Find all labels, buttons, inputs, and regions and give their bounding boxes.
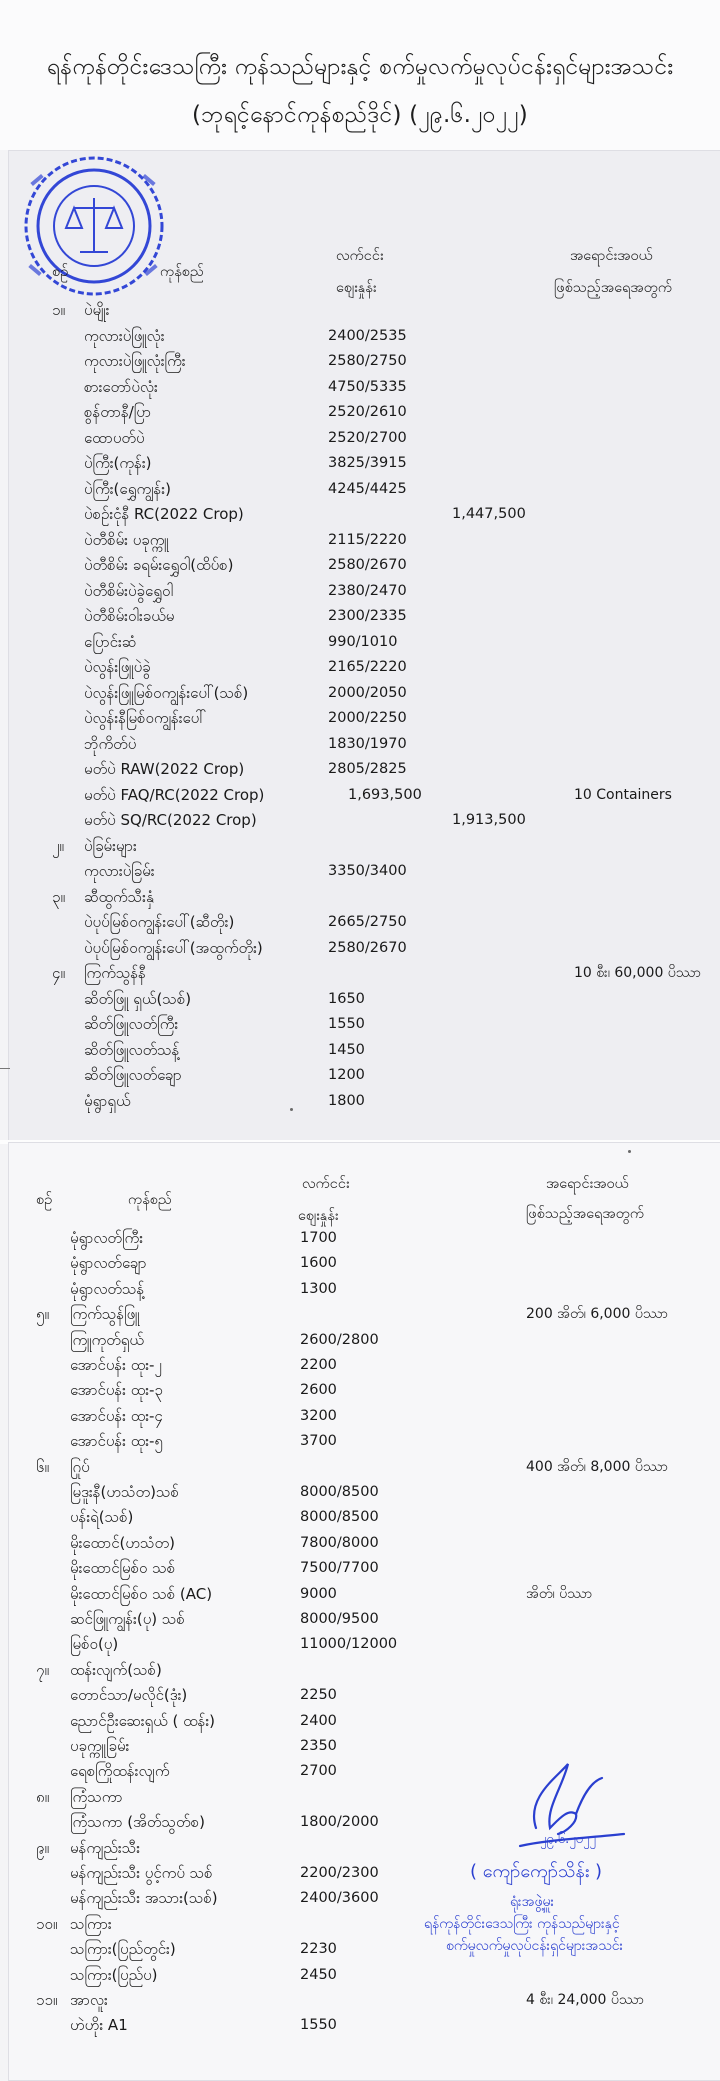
- item-name: ပဲတီစိမ်း ခရမ်းရွှေဝါ(ထိပ်စ): [84, 556, 234, 574]
- item-note: 10 Containers: [574, 786, 672, 803]
- item-name: ထန်းလျက်(သစ်): [70, 1660, 162, 1679]
- item-name: မုံရွာရှယ်: [84, 1091, 131, 1110]
- item-name: မိုးထောင်မြစ်ဝ သစ် (AC): [70, 1584, 213, 1603]
- export-subheader-p2: ဖြစ်သည့်အရေအတွက်: [526, 1206, 645, 1222]
- item-name: မြဒူးနီ(ဟသံတ)သစ်: [70, 1483, 179, 1501]
- export-subheader: ဖြစ်သည့်အရေအတွက်: [554, 280, 673, 296]
- row-number: ၅။: [36, 1305, 49, 1324]
- export-header-p2: အရောင်းအဝယ်: [546, 1176, 629, 1192]
- item-name: မိုးထောင်(ဟသံတ): [70, 1533, 175, 1552]
- item-price: 2805/2825: [328, 761, 407, 777]
- item-name: ပဲစဉ်းငုံနီ RC(2022 Crop): [84, 505, 244, 523]
- row-number: ၇။: [36, 1660, 49, 1679]
- item-name: သကြား: [70, 1914, 112, 1933]
- item-price: 2000/2050: [328, 684, 407, 701]
- item-name: မတ်ပဲ SQ/RC(2022 Crop): [84, 811, 257, 829]
- item-price: 2115/2220: [328, 531, 407, 548]
- item-price: 3200: [300, 1407, 337, 1424]
- item-price: 1200: [328, 1067, 365, 1083]
- item-name: အောင်ပန်း ထုး-၂: [70, 1356, 162, 1374]
- item-price: 8000/8500: [300, 1484, 379, 1500]
- item-name: ကုလားပဲဖြူလုံးကြီး: [84, 352, 186, 370]
- item-name: ပခုက္ကူခြမ်း: [70, 1737, 130, 1755]
- item-price: 1550: [328, 1016, 365, 1032]
- item-name: အောင်ပန်း ထုး-၃: [70, 1381, 163, 1400]
- item-name: ကြံသကာ: [70, 1787, 123, 1806]
- item-name: မတ်ပဲ RAW(2022 Crop): [84, 760, 245, 778]
- row-number: ၂။: [52, 836, 64, 855]
- item-name: ဆင်ဖြူကျွန်း(ပု) သစ်: [70, 1610, 185, 1628]
- item-price: 2700: [300, 1763, 337, 1780]
- item-name: ပြောင်းဆံ: [84, 632, 137, 651]
- item-name: ဆိတ်ဖြူလတ်ချော: [84, 1066, 182, 1084]
- item-name: ဘိုကိတ်ပဲ: [84, 734, 137, 753]
- item-name: ကြက်သွန်ဖြူ: [70, 1305, 140, 1324]
- item-note: 10 စီး၊ 60,000 ပိဿာ: [574, 965, 701, 981]
- item-name: မန်ကျည်းသီး ပွင့်ကပ် သစ်: [70, 1864, 213, 1882]
- item-name: ပန်းရဲ(သစ်): [70, 1508, 134, 1527]
- signature-date: ၂၉.၆.၂၀၂၂: [540, 1832, 596, 1847]
- item-price: 2350: [300, 1738, 337, 1754]
- item-name: ကြက်သွန်နီ: [84, 964, 146, 982]
- item-name: စားတော်ပဲလုံး: [84, 377, 158, 396]
- item-price: 1550: [300, 2017, 337, 2034]
- item-name: အောင်ပန်း ထုး-၅: [70, 1432, 163, 1451]
- item-price: 2520/2700: [328, 429, 407, 446]
- price-header-p2: လက်ငင်း: [302, 1176, 350, 1192]
- item-price: 1650: [328, 990, 365, 1007]
- document-title: ရန်ကုန်တိုင်းဒေသကြီး ကုန်သည်များနှင့် စက်မှုလက်မှုလုပ်ငန်းရှင်များအသင်း: [46, 54, 674, 80]
- item-name: ပဲတီစိမ်းဝါးခယ်မ: [84, 607, 175, 625]
- item-price: 2250: [300, 1687, 337, 1704]
- row-number: ၁။: [52, 301, 65, 319]
- item-name: ဟဲဟိုး A1: [70, 2016, 128, 2035]
- item-price: 1800/2000: [300, 1814, 379, 1831]
- item-price: 2000/2250: [328, 710, 407, 726]
- item-note: 400 အိတ်၊ 8,000 ပိဿာ: [526, 1458, 668, 1475]
- item-price: 2400/3600: [300, 1890, 379, 1907]
- item-name: ပဲလွန်းဖြူပဲခွဲ: [84, 658, 151, 676]
- item-price: 4245/4425: [328, 480, 407, 497]
- item-price: 2200: [300, 1357, 337, 1373]
- item-note: 4 စီး၊ 24,000 ပိဿာ: [526, 1992, 644, 2008]
- item-price: 2600/2800: [300, 1331, 379, 1348]
- row-number: ၈။: [36, 1787, 50, 1806]
- speck: [628, 1150, 631, 1153]
- item-price: 1,693,500: [348, 786, 422, 803]
- no-header-p2: စဉ်: [36, 1192, 53, 1208]
- item-name: ဂြုပ်: [70, 1457, 90, 1476]
- no-header: စဉ်: [52, 264, 69, 280]
- goods-header-p2: ကုန်စည်: [128, 1192, 172, 1208]
- item-name: ပဲကြီး(ရွှေကျွန်း): [84, 479, 171, 498]
- item-name: ထောပတ်ပဲ: [84, 428, 145, 447]
- item-name: ပဲပုပ်မြစ်ဝကျွန်းပေါ်(ဆီတိုး): [84, 913, 235, 931]
- row-number: ၁၀။: [36, 1914, 58, 1933]
- item-volume: 1,913,500: [452, 812, 526, 828]
- item-name: ပဲလွန်းနီမြစ်ဝကျွန်းပေါ်: [84, 709, 206, 727]
- item-name: သကြား(ပြည်တွင်း): [70, 1940, 176, 1959]
- item-note: 200 အိတ်၊ 6,000 ပိဿာ: [526, 1306, 668, 1323]
- item-name: မြစ်ဝ(ပု): [70, 1635, 119, 1654]
- item-name: ပဲပုပ်မြစ်ဝကျွန်းပေါ်(အထွက်တိုး): [84, 938, 263, 957]
- row-number: ၃။: [52, 887, 65, 906]
- item-price: 2450: [300, 1966, 337, 1983]
- item-volume: 1,447,500: [452, 506, 526, 522]
- item-name: ပဲခြမ်းများ: [84, 836, 137, 855]
- item-price: 2400/2535: [328, 327, 407, 344]
- item-name: မုံရွာလတ်ချော: [70, 1254, 147, 1273]
- item-name: ဆိတ်ဖြူ ရှယ်(သစ်): [84, 989, 192, 1008]
- item-price: 1800: [328, 1092, 365, 1109]
- price-subheader-p2: ဈေးနှုန်း: [298, 1208, 339, 1224]
- item-price: 2580/2670: [328, 939, 407, 956]
- association-seal: [10, 148, 184, 308]
- item-name: ပဲတီစိမ်း ပခုက္ကူ: [84, 530, 169, 549]
- item-price: 8000/8500: [300, 1509, 379, 1526]
- item-name: ကုလားပဲခြမ်း: [84, 862, 155, 880]
- document-subtitle: (ဘုရင့်နောင်ကုန်စည်ဒိုင်) (၂၉.၆.၂၀၂၂): [192, 102, 528, 128]
- item-name: သကြား(ပြည်ပ): [70, 1965, 158, 1984]
- signatory-name: ( ကျော်ကျော်သိန်း ): [470, 1861, 603, 1882]
- item-name: ရေစကြိုထန်းလျက်: [70, 1762, 170, 1781]
- item-price: 2665/2750: [328, 914, 407, 930]
- item-price: 2520/2610: [328, 404, 407, 420]
- item-name: အာလူး: [70, 1991, 108, 2009]
- row-number: ၆။: [36, 1457, 49, 1476]
- item-name: ကြံသကာ (အိတ်သွတ်စ): [70, 1813, 205, 1832]
- row-number: ၉။: [36, 1838, 49, 1857]
- item-price: 8000/9500: [300, 1611, 379, 1627]
- item-name: ပဲကြီး(ကုန်း): [84, 454, 152, 472]
- item-name: စွန်တာနီ/ပြာ: [84, 403, 152, 421]
- item-price: 1300: [300, 1280, 337, 1297]
- item-name: ညောင်ဦးဆေးရှယ် ( ထန်း): [70, 1711, 216, 1730]
- row-number: ၁၁။: [36, 1991, 58, 2009]
- margin-mark: [0, 1068, 10, 1069]
- item-price: 2380/2470: [328, 582, 407, 599]
- item-price: 2230: [300, 1941, 337, 1958]
- item-price: 2400: [300, 1712, 337, 1729]
- item-name: ကြူကုတ်ရှယ်: [70, 1330, 144, 1349]
- item-name: ကုလားပဲဖြူလုံး: [84, 326, 165, 345]
- item-name: မုံရွာလတ်သန့်: [70, 1279, 145, 1298]
- item-price: 7500/7700: [300, 1560, 379, 1577]
- price-header: လက်ငင်း: [336, 248, 384, 264]
- item-price: 7800/8000: [300, 1534, 379, 1551]
- item-name: ပဲလွန်းဖြူမြစ်ဝကျွန်းပေါ်(သစ်): [84, 683, 249, 702]
- item-name: မုံရွာလတ်ကြီး: [70, 1229, 144, 1247]
- item-price: 2300/2335: [328, 608, 407, 624]
- item-price: 2580/2750: [328, 353, 407, 369]
- item-price: 990/1010: [328, 633, 398, 650]
- item-price: 1700: [300, 1230, 337, 1246]
- row-number: ၄။: [52, 964, 65, 982]
- item-name: တောင်သာ/မလိုင်(ဒုံး): [70, 1686, 188, 1705]
- goods-header: ကုန်စည်: [160, 264, 204, 280]
- item-name: မတ်ပဲ FAQ/RC(2022 Crop): [84, 785, 265, 804]
- item-name: ဆီထွက်သီးနှံ: [84, 887, 154, 906]
- item-price: 2165/2220: [328, 659, 407, 675]
- signatory-role: ရုံးအဖွဲ့မှူး: [510, 1894, 554, 1910]
- item-price: 2600: [300, 1382, 337, 1399]
- item-price: 9000: [300, 1585, 337, 1602]
- price-subheader: ဈေးနှုန်း: [336, 280, 377, 296]
- item-name: အောင်ပန်း ထုး-၄: [70, 1406, 163, 1425]
- item-price: 3700: [300, 1433, 337, 1450]
- item-price: 1450: [328, 1041, 365, 1058]
- item-price: 1830/1970: [328, 735, 407, 752]
- item-price: 11000/12000: [300, 1636, 398, 1653]
- item-name: ဆိတ်ဖြူလတ်သန့်: [84, 1040, 180, 1059]
- item-name: ပဲတီစိမ်းပဲခွဲရွှေဝါ: [84, 581, 174, 600]
- item-price: 1600: [300, 1255, 337, 1272]
- item-name: ဆိတ်ဖြူလတ်ကြီး: [84, 1015, 179, 1033]
- signatory-org-line2: စက်မှုလက်မှုလုပ်ငန်းရှင်များအသင်း: [446, 1938, 624, 1954]
- item-note: အိတ်၊ ပိဿာ: [526, 1585, 593, 1602]
- export-header: အရောင်းအဝယ်: [570, 248, 653, 264]
- item-name: မိုးထောင်မြစ်ဝ သစ်: [70, 1559, 176, 1578]
- speck: [290, 1108, 293, 1111]
- signatory-org-line1: ရန်ကုန်တိုင်းဒေသကြီး ကုန်သည်များနှင့်: [424, 1916, 620, 1932]
- item-price: 2580/2670: [328, 557, 407, 573]
- item-price: 3350/3400: [328, 863, 407, 879]
- item-name: ပဲမျိုး: [84, 301, 110, 319]
- item-price: 3825/3915: [328, 455, 407, 471]
- item-price: 2200/2300: [300, 1865, 379, 1881]
- item-price: 4750/5335: [328, 378, 407, 395]
- item-name: မန်ကျည်းသီး: [70, 1838, 141, 1857]
- item-name: မန်ကျည်းသီး အသား(သစ်): [70, 1889, 218, 1908]
